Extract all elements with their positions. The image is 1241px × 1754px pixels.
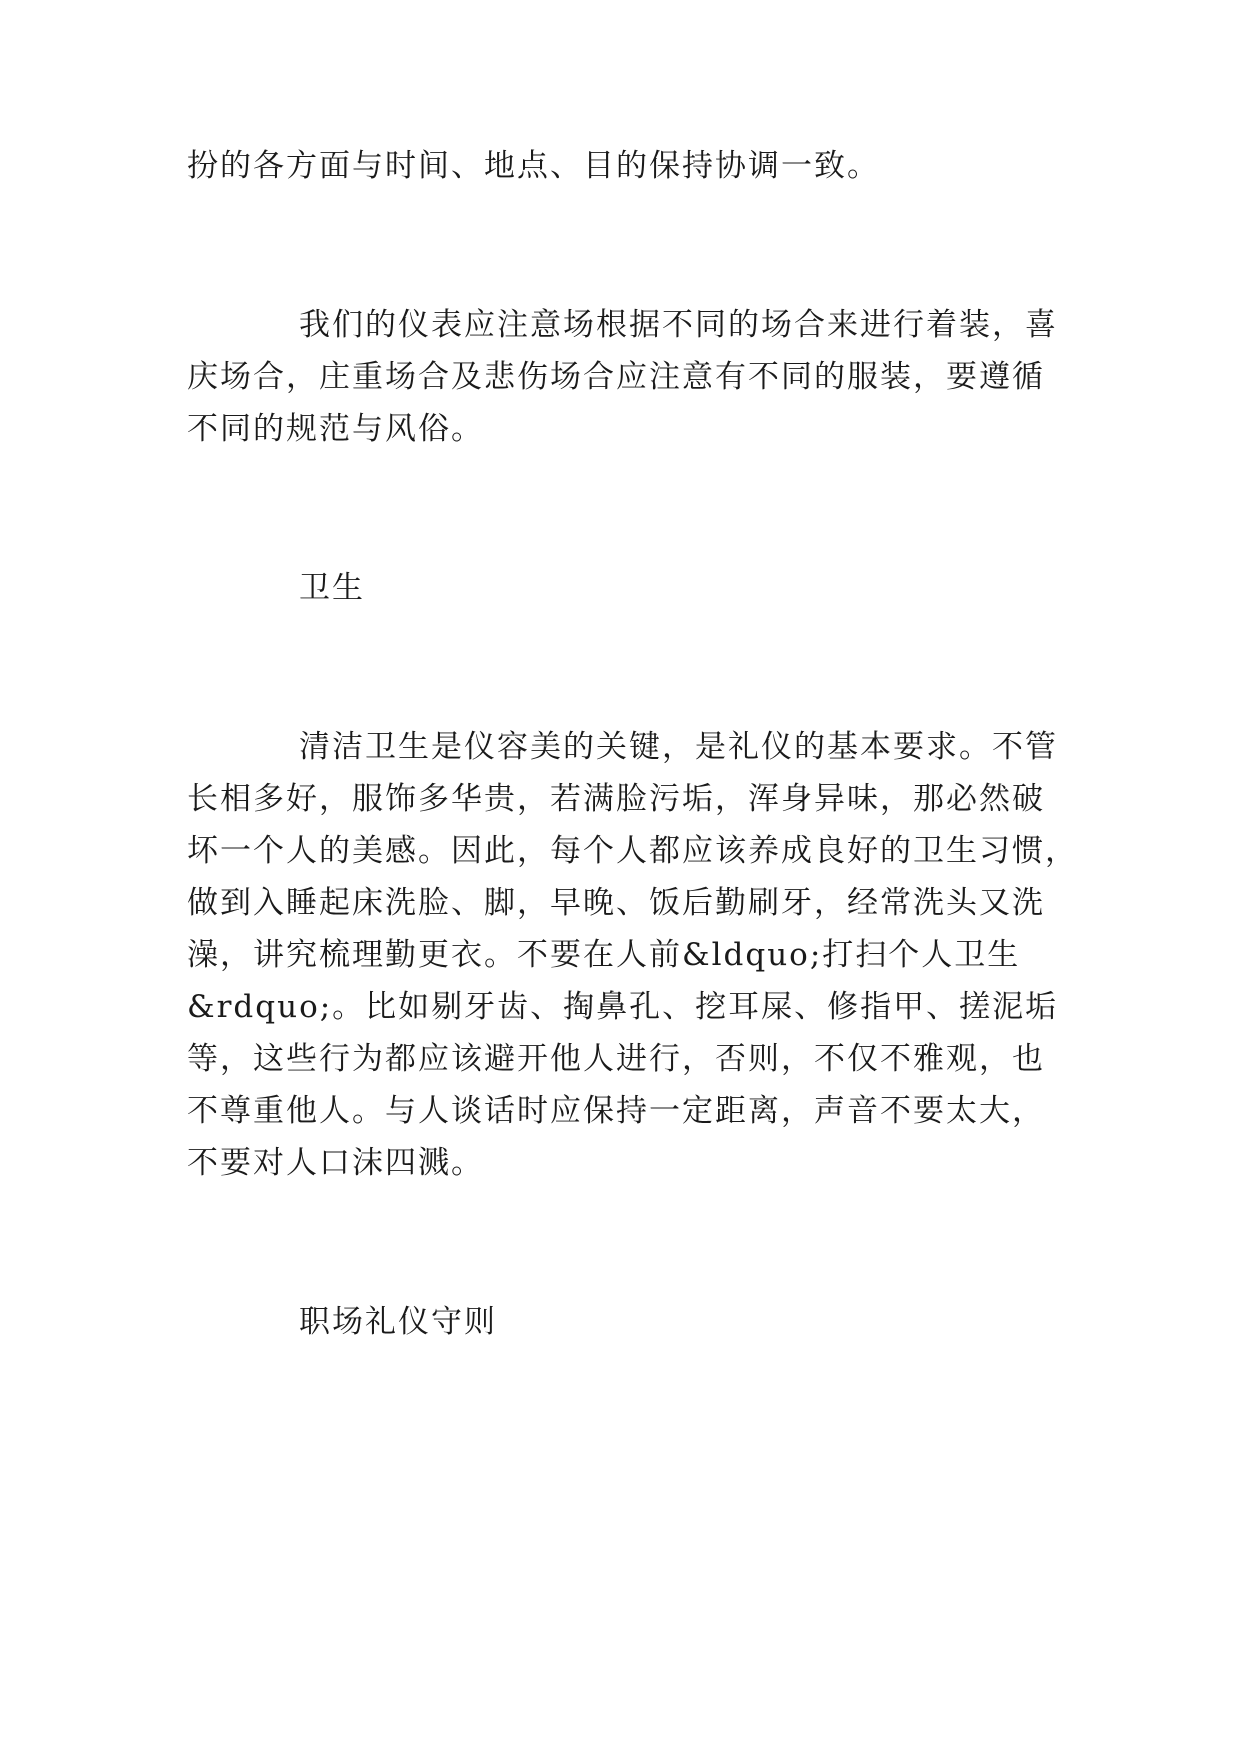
paragraph-4-line-4: 做到入睡起床洗脸、脚，早晚、饭后勤刷牙，经常洗头又洗 bbox=[187, 885, 1045, 921]
paragraph-1-line-1: 扮的各方面与时间、地点、目的保持协调一致。 bbox=[187, 148, 880, 184]
section-heading-hygiene: 卫生 bbox=[299, 570, 365, 606]
paragraph-2-line-1: 我们的仪表应注意场根据不同的场合来进行着装，喜 bbox=[299, 307, 1058, 343]
paragraph-2-line-3: 不同的规范与风俗。 bbox=[187, 411, 484, 447]
section-heading-workplace-etiquette: 职场礼仪守则 bbox=[299, 1304, 497, 1340]
paragraph-4-line-8: 不尊重他人。与人谈话时应保持一定距离，声音不要太大， bbox=[187, 1093, 1045, 1129]
paragraph-2-line-2: 庆场合，庄重场合及悲伤场合应注意有不同的服装，要遵循 bbox=[187, 359, 1045, 395]
paragraph-4-line-7: 等，这些行为都应该避开他人进行，否则，不仅不雅观，也 bbox=[187, 1041, 1045, 1077]
paragraph-4-line-3: 坏一个人的美感。因此，每个人都应该养成良好的卫生习惯， bbox=[187, 833, 1078, 869]
paragraph-4-line-6: &rdquo;。比如剔牙齿、掏鼻孔、挖耳屎、修指甲、搓泥垢 bbox=[187, 989, 1059, 1025]
paragraph-4-line-2: 长相多好，服饰多华贵，若满脸污垢，浑身异味，那必然破 bbox=[187, 781, 1045, 817]
paragraph-4-line-5: 澡，讲究梳理勤更衣。不要在人前&ldquo;打扫个人卫生 bbox=[187, 937, 1021, 973]
paragraph-4-line-9: 不要对人口沫四溅。 bbox=[187, 1145, 484, 1181]
paragraph-4-line-1: 清洁卫生是仪容美的关键，是礼仪的基本要求。不管 bbox=[299, 729, 1058, 765]
